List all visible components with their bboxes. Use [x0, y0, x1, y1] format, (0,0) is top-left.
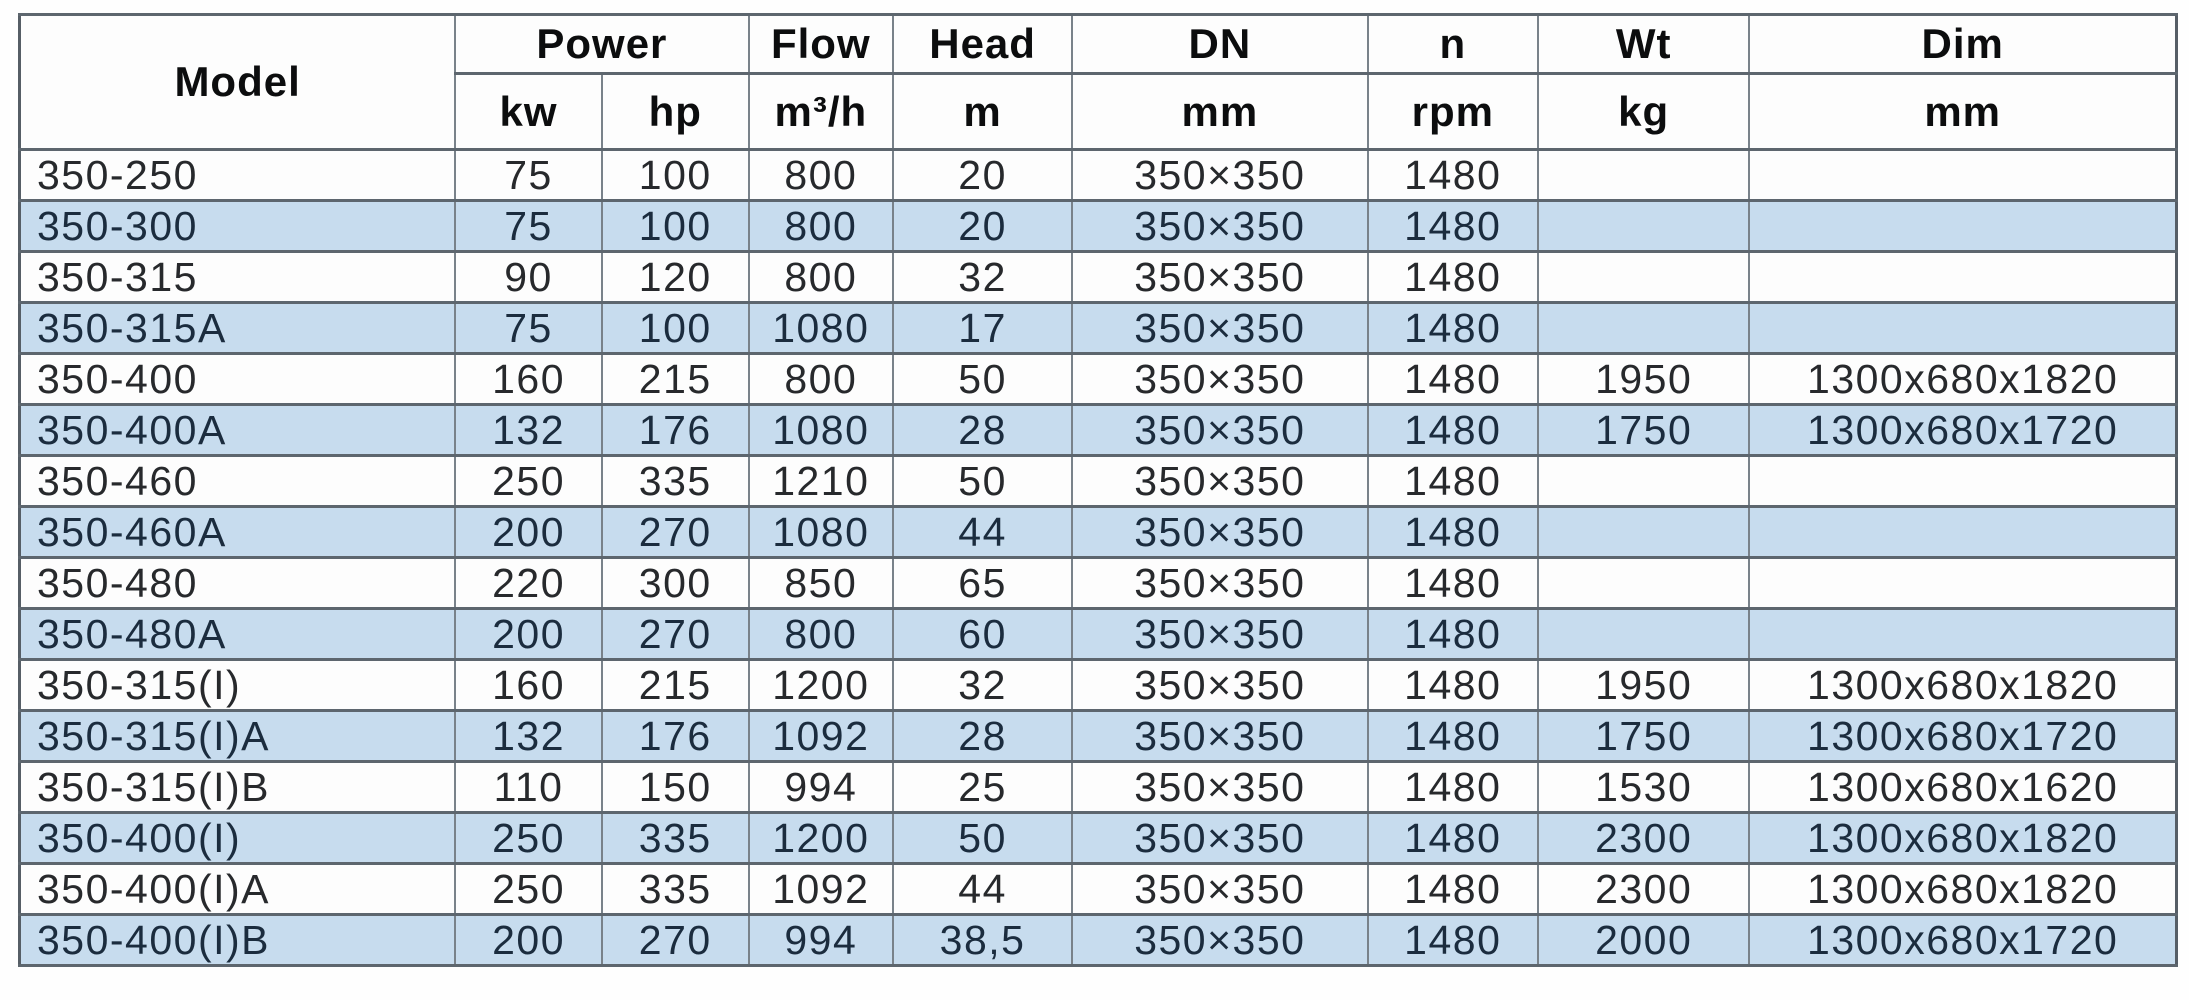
cell-n: 1480: [1368, 660, 1538, 711]
cell-flow: 1210: [749, 456, 894, 507]
table-row: [20, 405, 2177, 456]
cell-n: 1480: [1368, 252, 1538, 303]
cell-dim: [1749, 507, 2176, 558]
cell-wt: [1538, 150, 1749, 201]
table-body: [20, 150, 2177, 966]
cell-model: 350-460: [20, 456, 456, 507]
cell-kw: 160: [455, 660, 602, 711]
table-row: [20, 507, 2177, 558]
cell-head: 65: [893, 558, 1072, 609]
cell-flow: 800: [749, 354, 894, 405]
table-row: [20, 711, 2177, 762]
cell-wt: [1538, 558, 1749, 609]
cell-dim: [1749, 201, 2176, 252]
cell-flow: 800: [749, 252, 894, 303]
cell-wt: [1538, 456, 1749, 507]
unit-wt: kg: [1538, 74, 1749, 150]
table-row: [20, 456, 2177, 507]
cell-n: 1480: [1368, 405, 1538, 456]
cell-kw: 110: [455, 762, 602, 813]
cell-dn: 350×350: [1072, 558, 1368, 609]
cell-n: 1480: [1368, 507, 1538, 558]
cell-model: 350-315(I): [20, 660, 456, 711]
table-row: [20, 864, 2177, 915]
cell-kw: 75: [455, 150, 602, 201]
table-row: [20, 558, 2177, 609]
cell-hp: 335: [602, 456, 749, 507]
table-row: [20, 201, 2177, 252]
cell-dim: 1300x680x1720: [1749, 711, 2176, 762]
table-row: [20, 252, 2177, 303]
cell-wt: 2300: [1538, 813, 1749, 864]
cell-flow: 800: [749, 201, 894, 252]
cell-wt: [1538, 609, 1749, 660]
cell-model: 350-300: [20, 201, 456, 252]
table-row: [20, 813, 2177, 864]
cell-dn: 350×350: [1072, 303, 1368, 354]
cell-model: 350-460A: [20, 507, 456, 558]
cell-hp: 100: [602, 303, 749, 354]
cell-hp: 270: [602, 915, 749, 966]
cell-dn: 350×350: [1072, 660, 1368, 711]
cell-dn: 350×350: [1072, 711, 1368, 762]
cell-flow: 994: [749, 915, 894, 966]
cell-head: 32: [893, 660, 1072, 711]
cell-kw: 132: [455, 711, 602, 762]
header-dim: Dim: [1749, 15, 2176, 74]
cell-hp: 215: [602, 354, 749, 405]
cell-head: 50: [893, 456, 1072, 507]
pump-spec-table: [18, 13, 2178, 967]
cell-n: 1480: [1368, 762, 1538, 813]
cell-dn: 350×350: [1072, 252, 1368, 303]
cell-flow: 1092: [749, 711, 894, 762]
cell-n: 1480: [1368, 456, 1538, 507]
cell-dim: 1300x680x1620: [1749, 762, 2176, 813]
cell-kw: 220: [455, 558, 602, 609]
cell-model: 350-315(I)B: [20, 762, 456, 813]
header-head: Head: [893, 15, 1072, 74]
cell-dim: 1300x680x1720: [1749, 915, 2176, 966]
cell-kw: 200: [455, 609, 602, 660]
cell-kw: 250: [455, 456, 602, 507]
cell-dn: 350×350: [1072, 150, 1368, 201]
unit-hp: hp: [602, 74, 749, 150]
cell-head: 38,5: [893, 915, 1072, 966]
cell-dn: 350×350: [1072, 915, 1368, 966]
cell-dn: 350×350: [1072, 354, 1368, 405]
cell-head: 17: [893, 303, 1072, 354]
cell-head: 44: [893, 507, 1072, 558]
cell-hp: 100: [602, 201, 749, 252]
cell-wt: 1530: [1538, 762, 1749, 813]
cell-dn: 350×350: [1072, 405, 1368, 456]
table-row: [20, 609, 2177, 660]
header-power: Power: [455, 15, 748, 74]
unit-flow: m³/h: [749, 74, 894, 150]
cell-dim: 1300x680x1820: [1749, 354, 2176, 405]
header-model: Model: [20, 15, 456, 150]
cell-flow: 850: [749, 558, 894, 609]
unit-head: m: [893, 74, 1072, 150]
cell-kw: 200: [455, 915, 602, 966]
cell-dn: 350×350: [1072, 507, 1368, 558]
table-header: [20, 15, 2177, 150]
cell-dim: 1300x680x1820: [1749, 660, 2176, 711]
cell-model: 350-480: [20, 558, 456, 609]
cell-n: 1480: [1368, 150, 1538, 201]
cell-flow: 1092: [749, 864, 894, 915]
header-wt: Wt: [1538, 15, 1749, 74]
cell-dn: 350×350: [1072, 762, 1368, 813]
cell-kw: 75: [455, 303, 602, 354]
unit-n: rpm: [1368, 74, 1538, 150]
table-row: [20, 150, 2177, 201]
unit-dim: mm: [1749, 74, 2176, 150]
cell-flow: 800: [749, 609, 894, 660]
cell-head: 32: [893, 252, 1072, 303]
cell-kw: 90: [455, 252, 602, 303]
cell-model: 350-400: [20, 354, 456, 405]
cell-dn: 350×350: [1072, 456, 1368, 507]
cell-n: 1480: [1368, 303, 1538, 354]
cell-hp: 176: [602, 711, 749, 762]
cell-n: 1480: [1368, 711, 1538, 762]
cell-hp: 215: [602, 660, 749, 711]
cell-kw: 250: [455, 864, 602, 915]
unit-kw: kw: [455, 74, 602, 150]
cell-head: 20: [893, 150, 1072, 201]
cell-kw: 250: [455, 813, 602, 864]
cell-wt: 1950: [1538, 354, 1749, 405]
table-row: [20, 354, 2177, 405]
cell-n: 1480: [1368, 915, 1538, 966]
cell-wt: [1538, 252, 1749, 303]
header-dn: DN: [1072, 15, 1368, 74]
cell-flow: 1080: [749, 405, 894, 456]
cell-dim: 1300x680x1820: [1749, 864, 2176, 915]
cell-n: 1480: [1368, 609, 1538, 660]
cell-head: 60: [893, 609, 1072, 660]
cell-kw: 200: [455, 507, 602, 558]
cell-hp: 335: [602, 864, 749, 915]
cell-n: 1480: [1368, 201, 1538, 252]
header-n: n: [1368, 15, 1538, 74]
cell-hp: 176: [602, 405, 749, 456]
cell-dn: 350×350: [1072, 201, 1368, 252]
cell-hp: 270: [602, 609, 749, 660]
cell-wt: [1538, 201, 1749, 252]
cell-dim: 1300x680x1720: [1749, 405, 2176, 456]
cell-model: 350-400(I)B: [20, 915, 456, 966]
cell-n: 1480: [1368, 558, 1538, 609]
table-row: [20, 303, 2177, 354]
cell-hp: 150: [602, 762, 749, 813]
cell-flow: 994: [749, 762, 894, 813]
cell-wt: 2300: [1538, 864, 1749, 915]
cell-flow: 800: [749, 150, 894, 201]
cell-dn: 350×350: [1072, 813, 1368, 864]
cell-dn: 350×350: [1072, 609, 1368, 660]
cell-wt: [1538, 507, 1749, 558]
cell-wt: 1950: [1538, 660, 1749, 711]
cell-head: 44: [893, 864, 1072, 915]
cell-flow: 1200: [749, 813, 894, 864]
cell-dn: 350×350: [1072, 864, 1368, 915]
cell-model: 350-400(I): [20, 813, 456, 864]
cell-n: 1480: [1368, 813, 1538, 864]
cell-hp: 300: [602, 558, 749, 609]
cell-flow: 1080: [749, 507, 894, 558]
cell-dim: [1749, 252, 2176, 303]
cell-hp: 335: [602, 813, 749, 864]
cell-dim: [1749, 609, 2176, 660]
cell-flow: 1080: [749, 303, 894, 354]
table-row: [20, 660, 2177, 711]
cell-dim: [1749, 558, 2176, 609]
cell-dim: 1300x680x1820: [1749, 813, 2176, 864]
cell-model: 350-250: [20, 150, 456, 201]
cell-wt: 1750: [1538, 711, 1749, 762]
cell-head: 50: [893, 813, 1072, 864]
cell-flow: 1200: [749, 660, 894, 711]
cell-n: 1480: [1368, 864, 1538, 915]
cell-head: 28: [893, 711, 1072, 762]
cell-model: 350-400A: [20, 405, 456, 456]
cell-head: 50: [893, 354, 1072, 405]
cell-model: 350-315: [20, 252, 456, 303]
cell-hp: 100: [602, 150, 749, 201]
table-row: [20, 915, 2177, 966]
cell-kw: 160: [455, 354, 602, 405]
cell-model: 350-400(I)A: [20, 864, 456, 915]
cell-model: 350-315(I)A: [20, 711, 456, 762]
cell-model: 350-315A: [20, 303, 456, 354]
cell-dim: [1749, 303, 2176, 354]
table-row: [20, 762, 2177, 813]
cell-hp: 120: [602, 252, 749, 303]
unit-dn: mm: [1072, 74, 1368, 150]
cell-kw: 132: [455, 405, 602, 456]
cell-dim: [1749, 456, 2176, 507]
cell-head: 20: [893, 201, 1072, 252]
cell-n: 1480: [1368, 354, 1538, 405]
cell-kw: 75: [455, 201, 602, 252]
cell-model: 350-480A: [20, 609, 456, 660]
cell-wt: [1538, 303, 1749, 354]
header-flow: Flow: [749, 15, 894, 74]
cell-head: 25: [893, 762, 1072, 813]
cell-wt: 2000: [1538, 915, 1749, 966]
cell-wt: 1750: [1538, 405, 1749, 456]
cell-dim: [1749, 150, 2176, 201]
cell-hp: 270: [602, 507, 749, 558]
cell-head: 28: [893, 405, 1072, 456]
